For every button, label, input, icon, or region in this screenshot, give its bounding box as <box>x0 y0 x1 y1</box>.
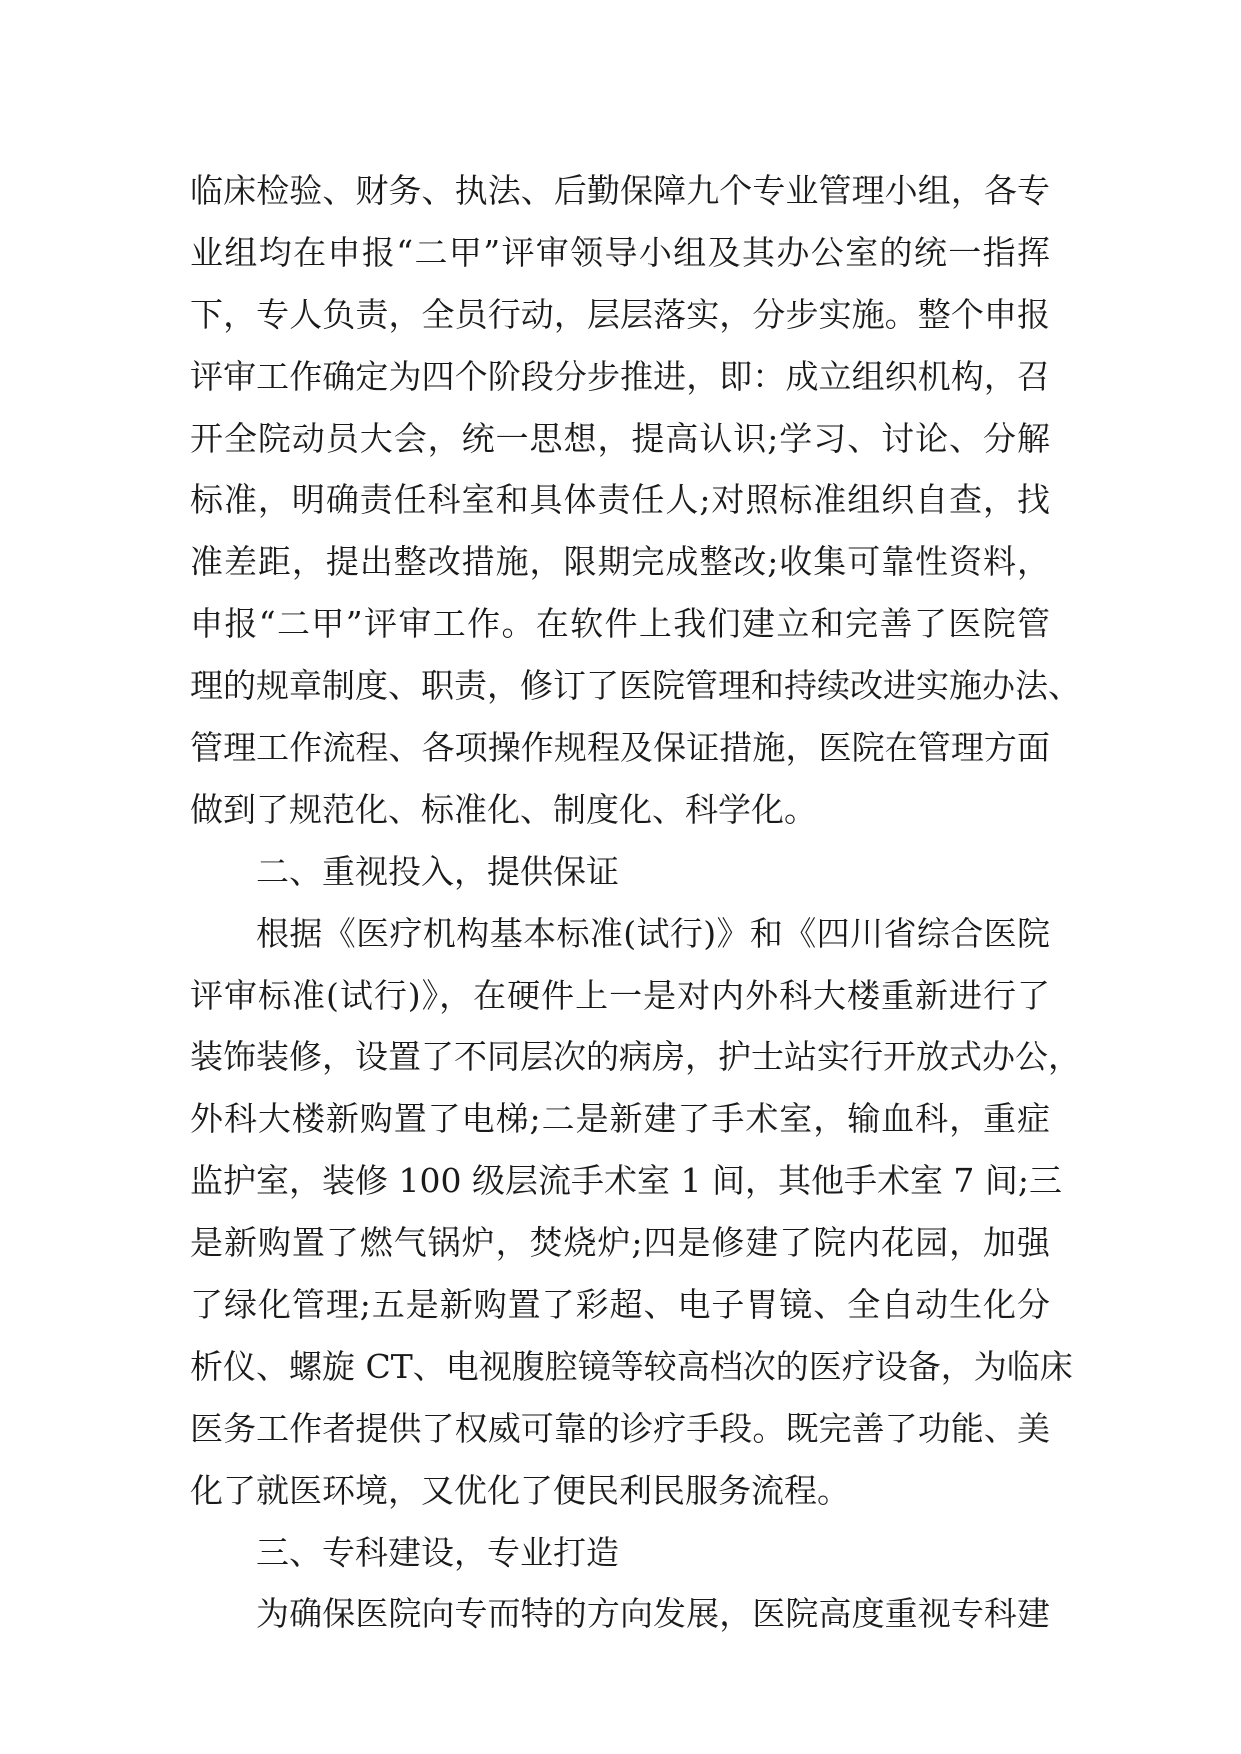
text-line: 业组均在申报“二甲”评审领导小组及其办公室的统一指挥 <box>190 232 1050 272</box>
text-line: 化了就医环境，又优化了便民利民服务流程。 <box>190 1470 850 1510</box>
text-line: 开全院动员大会，统一思想，提高认识;学习、讨论、分解 <box>190 418 1050 458</box>
text-line: 评审工作确定为四个阶段分步推进，即：成立组织机构，召 <box>190 356 1050 396</box>
text-line: 医务工作者提供了权威可靠的诊疗手段。既完善了功能、美 <box>190 1408 1050 1448</box>
text-line: 管理工作流程、各项操作规程及保证措施，医院在管理方面 <box>190 728 1050 768</box>
text-line: 析仪、螺旋 CT、电视腹腔镜等较高档次的医疗设备，为临床 <box>190 1346 1073 1386</box>
text-line: 为确保医院向专而特的方向发展，医院高度重视专科建 <box>256 1594 1050 1634</box>
text-line: 下，专人负责，全员行动，层层落实，分步实施。整个申报 <box>190 294 1050 334</box>
text-line: 评审标准(试行)》，在硬件上一是对内外科大楼重新进行了 <box>190 975 1050 1015</box>
body-text <box>190 160 1081 1645</box>
text-line: 申报“二甲”评审工作。在软件上我们建立和完善了医院管 <box>190 604 1050 644</box>
text-line: 理的规章制度、职责，修订了医院管理和持续改进实施办法、 <box>190 666 1081 706</box>
section-heading: 三、专科建设，专业打造 <box>256 1532 619 1572</box>
text-line: 装饰装修，设置了不同层次的病房，护士站实行开放式办公， <box>190 1037 1081 1077</box>
text-line: 做到了规范化、标准化、制度化、科学化。 <box>190 789 817 829</box>
text-line: 是新购置了燃气锅炉，焚烧炉;四是修建了院内花园，加强 <box>190 1223 1050 1263</box>
text-line: 标准，明确责任科室和具体责任人;对照标准组织自查，找 <box>190 480 1050 520</box>
text-line: 了绿化管理;五是新购置了彩超、电子胃镜、全自动生化分 <box>190 1285 1050 1325</box>
text-line: 临床检验、财务、执法、后勤保障九个专业管理小组，各专 <box>190 171 1050 210</box>
text-line: 准差距，提出整改措施，限期完成整改;收集可靠性资料， <box>190 542 1050 582</box>
section-heading: 二、重视投入，提供保证 <box>256 851 619 891</box>
text-line: 外科大楼新购置了电梯;二是新建了手术室，输血科，重症 <box>190 1099 1050 1139</box>
text-line: 根据《医疗机构基本标准(试行)》和《四川省综合医院 <box>256 913 1050 953</box>
text-line: 监护室，装修 100 级层流手术室 1 间，其他手术室 7 间;三 <box>190 1161 1063 1201</box>
